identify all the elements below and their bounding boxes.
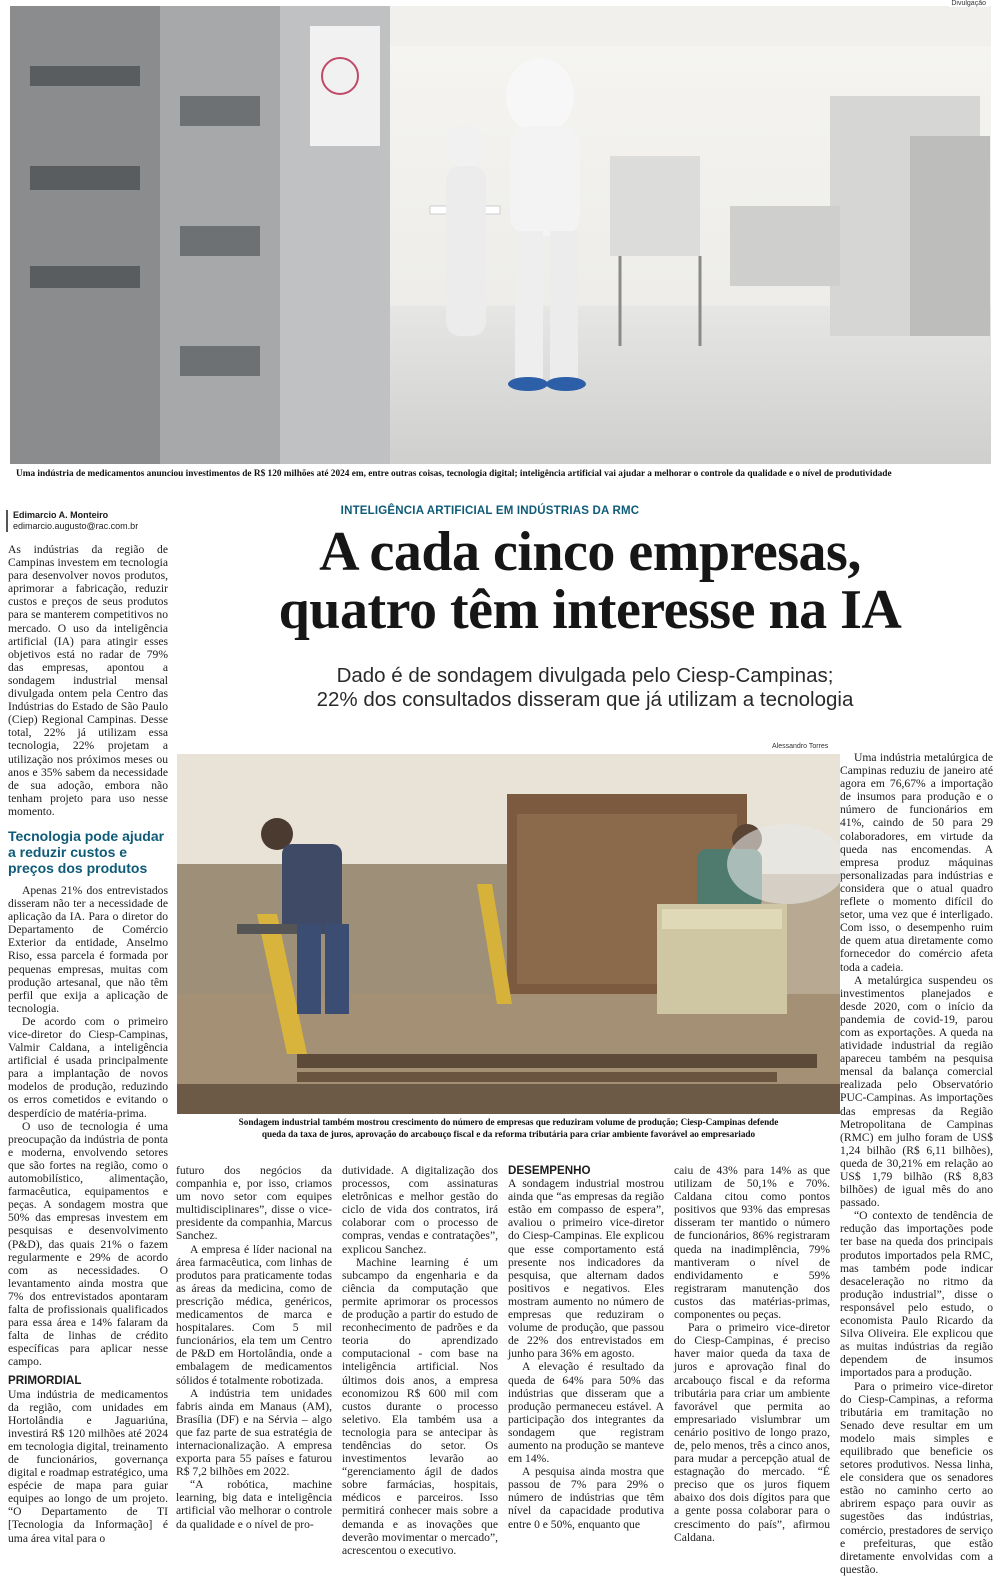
kicker: INTELIGÊNCIA ARTIFICIAL EM INDÚSTRIAS DA RMC (340, 505, 640, 517)
photo-caption-2-line-1: Sondagem industrial também mostrou crescimento do número de empresas que reduziram volume de produção; Ciesp-Campinas defende (238, 1117, 779, 1127)
col2-paragraph-3: A indústria tem unidades fabris ainda em Manaus (AM), Brasília (DF) e na Sérvia – algo que faz parte de sua estratégia de internacionalização. A empresa exporta para 55 países e faturou R$ 7,2 bilhões em 2022. (176, 1386, 332, 1479)
deck-line-2: 22% dos consultados disseram que já utilizam a tecnologia (316, 688, 854, 711)
col2-paragraph-4: “A robótica, machine learning, big data e inteligência artificial vão melhorar o controle da qualidade e o nível de pro- (176, 1478, 332, 1531)
col6-paragraph-1: Uma indústria metalúrgica de Campinas reduziu de janeiro até agora em 76,67% a importação de insumos para produção e o número de funcionários em 41%, caindo de 50 para 29 colaboradores, em virtude da queda nas encomendas. A empresa produz máquinas personalizadas para indústrias e considera que o atual quadro reflete o momento difícil do setor, uma vez que é interligado. Com isso, o desempenho ruim de quem atua diretamente como fornecedor do comércio afeta toda a cadeia. (840, 751, 993, 974)
col1-paragraph-3: De acordo com o primeiro vice-diretor do Ciesp-Campinas, Valmir Caldana, a inteligência artificial é usada principalmente para a implantação de novos modelos de produção, reduzindo os erros cometidos e evitando o desperdício de matéria-prima. (8, 1014, 168, 1120)
photo-caption-2 (177, 1116, 840, 1140)
photo-credit: Divulgação (951, 0, 986, 7)
col6-paragraph-4: Para o primeiro vice-diretor do Ciesp-Campinas, a reforma tributária em tramitação no Senado deve resultar em um modelo mais simples e equilibrado que beneficie os setores produtivos. Nessa linha, ele considera que os senadores estão no caminho certo ao abrirem espaço para ouvir as sugestões das indústrias, comércio, prestadores de serviço e prefeituras, que estão diretamente envolvidas com a questão. (840, 1379, 993, 1576)
subhead-desempenho: DESEMPENHO (508, 1164, 591, 1177)
col2-paragraph-2: A empresa é líder nacional na área farmacêutica, com linhas de produtos para praticamente todas as áreas da medicina, como de prescrição médica, genéricos, medicamentos de marca e hospitalares. Com 5 mil funcionários, ela tem um Centro de P&D em Hortolândia, onde a embalagem de medicamentos sólidos é totalmente robotizada. (176, 1242, 332, 1387)
byline (6, 510, 138, 532)
cleanroom-image (10, 6, 991, 464)
middle-photo (177, 754, 840, 1114)
col3-paragraph-1: dutividade. A digitalização dos processos, com assinaturas eletrônicas e melhor gestão do ciclo de vida dos contratos, irá colaborar com o processo de compras, vendas e contratações”, explicou Sanchez. (342, 1164, 498, 1256)
column-2 (176, 1164, 332, 1531)
photo-caption-2-line-2: queda da taxa de juros, aprovação do arcabouço fiscal e da reforma tributária para criar ambiente favorável ao empresariado (261, 1129, 756, 1139)
column-1 (8, 543, 168, 1545)
col5-paragraph-1: caiu de 43% para 14% as que utilizam de 50,1% e 70%. Caldana citou como pontos positivos que 93% das empresas disseram ter mantido o número de funcionários, 86% registraram queda na inadimplência, 79% mantiveram o nível de endividamento e 59% registraram manutenção dos custos das matérias-primas, componentes ou peças. (674, 1164, 830, 1322)
headline-line-2: quatro têm interesse na IA (278, 579, 902, 641)
col4-paragraph-2: A elevação é resultado da queda de 64% para 50% das indústrias que disseram que a produção permaneceu estável. A participação dos integrantes da sondagem que registram aumento na produção se manteve em 14%. (508, 1360, 664, 1466)
photo-caption: Uma indústria de medicamentos anunciou investimentos de R$ 120 milhões até 2024 em, entre outras coisas, tecnologia digital; inteligência artificial vai ajudar a melhorar o controle da qualidade e o nível de produtividade (16, 469, 892, 479)
author-name: Edimarcio A. Monteiro (13, 510, 109, 520)
column-6 (840, 751, 993, 1576)
headline-line-1: A cada cinco empresas, (319, 521, 861, 583)
column-5 (674, 1164, 830, 1544)
col4-paragraph-1: A sondagem industrial mostrou ainda que “as empresas da região estão em compasso de espera”, avaliou o primeiro vice-diretor do Ciesp-Campinas. Ele explicou que esse comportamento está presente nos indicadores da pesquisa, que alternam dados positivos e negativos. Eles mostram aumento no número de empresas que reduziram o volume de produção, que passou de 22% dos entrevistados em junho para 36% em agosto. (508, 1177, 664, 1361)
col1-paragraph-4: O uso de tecnologia é uma preocupação da indústria de ponta e moderna, envolvendo setores que são fortes na região, como o automobilístico, alimentação, farmacêutica, equipamentos e peças. A sondagem mostra que 50% das empresas investem em pesquisas e desenvolvimento (P&D), das quais 21% o fazem regularmente e 29% de acordo com as necessidades. O levantamento ainda mostra que 7% dos entrevistados apontaram falta de profissionais qualificados para essa área e 14% falaram da falta de linhas de crédito específicas para aplicar nesse campo. (8, 1119, 168, 1369)
photo-credit-2: Alessandro Torres (772, 743, 829, 750)
column-3 (342, 1164, 498, 1557)
col6-paragraph-2: A metalúrgica suspendeu os investimentos planejados e desde 2020, com o início da pandemia de covid-19, parou com as exportações. A queda na atividade industrial da região apareceu também na pesquisa mensal da balança comercial realizada pelo Observatório PUC-Campinas. As importações das empresas da Região Metropolitana de Campinas (RMC) em julho foram de US$ 1,24 bilhão (R$ 6,11 bilhões), queda de 30,21% em relação ao US$ 1,79 bilhão (R$ 8,83 bilhões) de igual mês do ano passado. (840, 973, 993, 1210)
deck (180, 664, 990, 712)
column-4 (508, 1164, 664, 1531)
col5-paragraph-2: Para o primeiro vice-diretor do Ciesp-Campinas, é preciso haver maior queda da taxa de juros e aprovação final do arcabouço fiscal e da reforma tributária para criar um ambiente favorável que permita ao empresariado vislumbrar um cenário positivo de longo prazo, de, pelo menos, três a cinco anos, para mudar a percepção atual de estagnação do mercado. “É preciso que os juros fiquem abaixo dos dois dígitos para que a gente possa colaborar para o crescimento do país”, afirmou Caldana. (674, 1321, 830, 1544)
col6-paragraph-3: “O contexto de tendência de redução das importações pode ter base na queda dos principais produtos importados pela RMC, mas também pode indicar desaceleração no ritmo da produção industrial”, disse o responsável pelo estudo, o economista Paulo Ricardo da Silva Oliveira. Ele explicou que as muitas indústrias da região dependem de insumos importados para a produção. (840, 1209, 993, 1380)
col2-paragraph-1: futuro dos negócios da companhia e, por isso, criamos um novo setor com equipes multidisciplinares”, disse o vice-presidente da companhia, Marcus Sanchez. (176, 1164, 332, 1243)
col1-paragraph-2: Apenas 21% dos entrevistados disseram não ter a necessidade de aplicação da IA. Para o diretor do Departamento de Comércio Exterior da entidade, Anselmo Riso, essa parcela é formada por pequenas empresas, muitas com produção artesanal, que não têm perfil que exija a aplicação de tecnologia. (8, 883, 168, 1015)
col1-paragraph-1: As indústrias da região de Campinas investem em tecnologia para desenvolver novos produtos, aprimorar a fabricação, reduzir custos e preços de seus produtos para se manterem competitivos no mercado. O uso da inteligência artificial (IA) para atingir esses objetivos está no radar de 79% das empresas, apontou a sondagem industrial mensal divulgada ontem pela Centro das Indústrias do Estado de São Paulo (Ciep) Regional Campinas. Desse total, 22% já utilizam essa tecnologia, 22% projetam a utilização nos próximos meses ou anos e 35% sabem da necessidade de sua adoção, embora não tenham projeto para uso nesse momento. (8, 543, 168, 818)
subhead-tecnologia: Tecnologia pode ajudar a reduzir custos e preços dos produtos (8, 827, 165, 876)
metalworkers-image (177, 754, 840, 1114)
subhead-primordial: PRIMORDIAL (8, 1374, 82, 1388)
headline (180, 523, 1000, 639)
top-photo (10, 0, 991, 464)
col3-paragraph-2: Machine learning é um subcampo da engenharia e da ciência da computação que permite aprimorar os processos de produção a partir do estudo de reconhecimento de padrões e da teoria do aprendizado computacional - com base na inteligência artificial. Nos últimos dois anos, a empresa economizou R$ 600 mil com custos durante o processo seletivo. Ela também usa a tecnologia para se antecipar às tendências do setor. Os investimentos levarão ao “gerenciamento ágil de dados sobre farmácias, hospitais, médicos e parceiros. Isso permitirá conhecer mais sobre a demanda e as inovações que deverão movimentar o mercado”, acrescentou o executivo. (342, 1255, 498, 1557)
author-email[interactable]: edimarcio.augusto@rac.com.br (13, 521, 139, 531)
col1-paragraph-5: Uma indústria de medicamentos da região, com unidades em Hortolândia e Jaguariúna, investirá R$ 120 milhões até 2024 em tecnologia digital, treinamento de funcionários, governança digital e roadmap estratégico, uma espécie de mapa para guiar equipes ao longo de um projeto. “O Departamento de TI [Tecnologia da Informação] é uma área vital para o (8, 1387, 168, 1545)
col4-paragraph-3: A pesquisa ainda mostra que passou de 7% para 29% o número de indústrias que têm nível da capacidade produtiva entre 0 e 50%, enquanto que (508, 1465, 664, 1531)
deck-line-1: Dado é de sondagem divulgada pelo Ciesp-Campinas; (336, 664, 834, 687)
